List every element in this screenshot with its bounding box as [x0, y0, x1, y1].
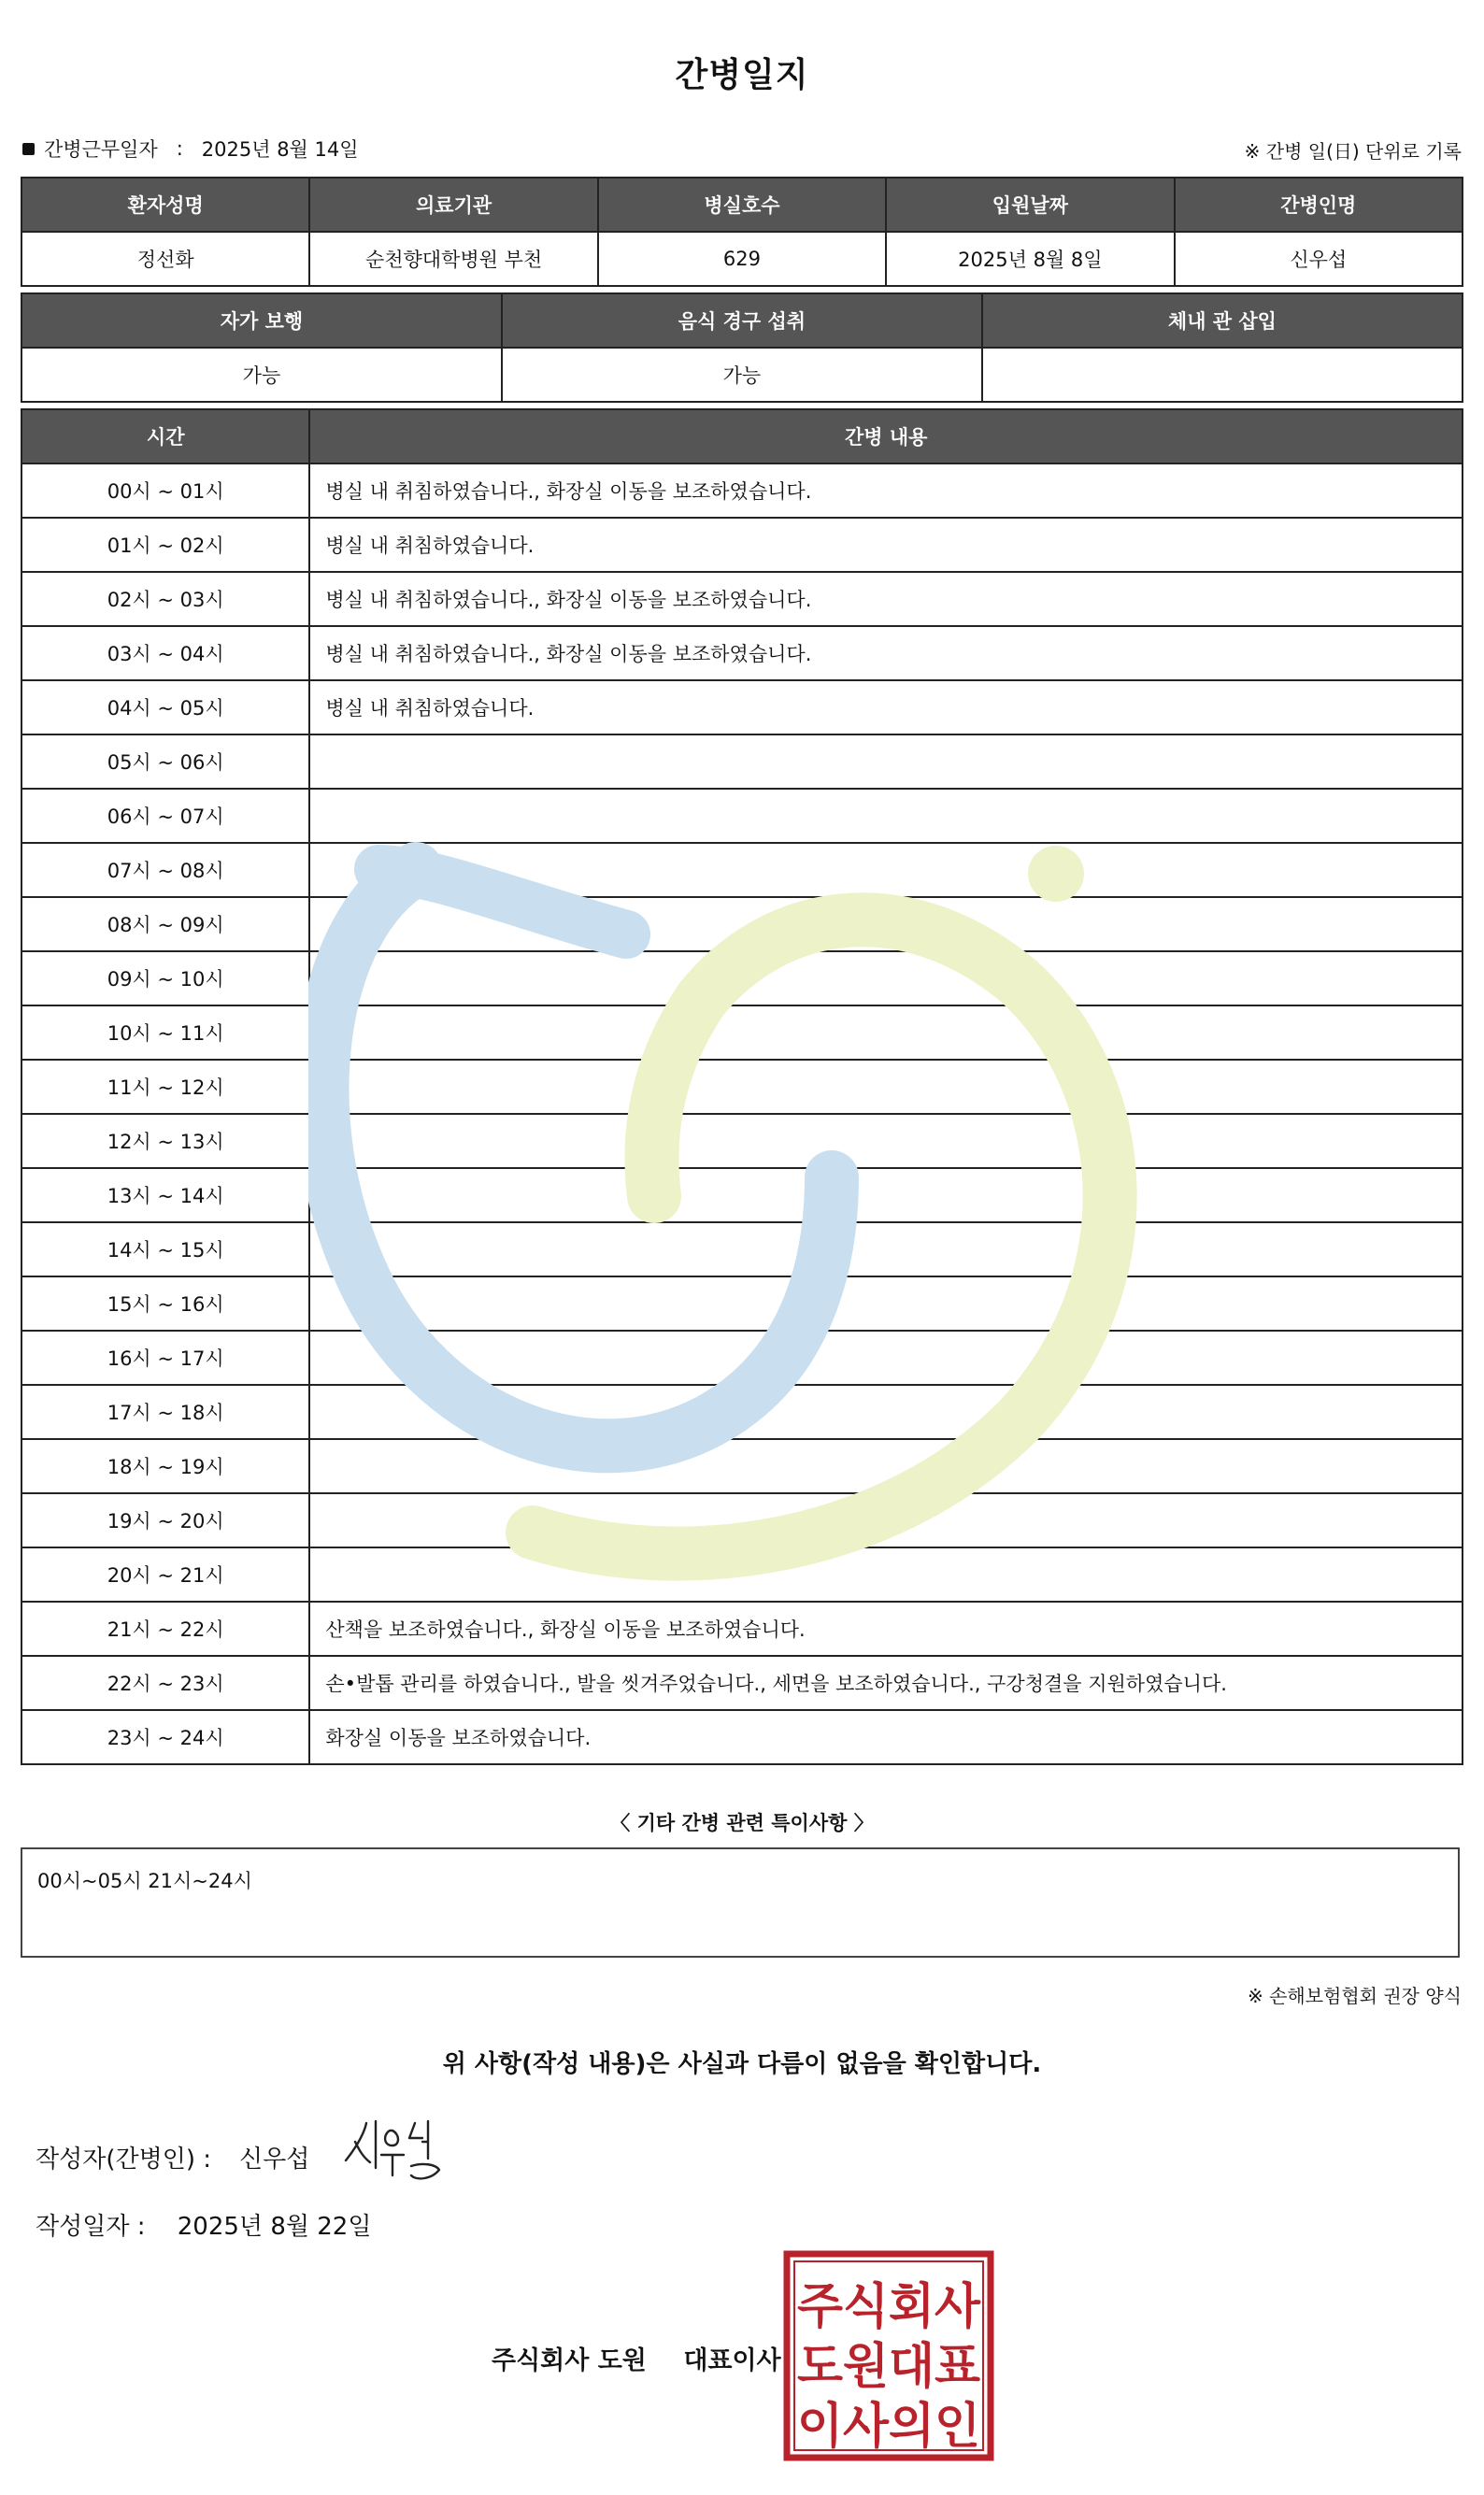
table-row: [21, 1060, 1463, 1114]
header-time: 시간: [21, 409, 309, 463]
self-walking-value: 가능: [21, 348, 502, 402]
table-row: [21, 1656, 1463, 1710]
form-footnote: ※ 손해보험협회 권장 양식: [1247, 1985, 1462, 2007]
header-hospital: 의료기관: [309, 178, 597, 232]
log-content: 병실 내 취침하였습니다., 화장실 이동을 보조하였습니다.: [309, 463, 1463, 518]
log-content: 병실 내 취침하였습니다., 화장실 이동을 보조하였습니다.: [309, 626, 1463, 680]
log-content: 화장실 이동을 보조하였습니다.: [309, 1710, 1463, 1764]
seal-line-2: 도원대표: [797, 2339, 980, 2395]
table-row: [21, 1710, 1463, 1764]
header-tube-insertion: 체내 관 삽입: [982, 293, 1463, 348]
table-row: [21, 1222, 1463, 1276]
writer-line: [36, 2140, 309, 2174]
table-row: [21, 463, 1463, 518]
log-time: 18시 ~ 19시: [21, 1439, 309, 1493]
table-row: [21, 1439, 1463, 1493]
table-row: [21, 843, 1463, 897]
seal-line-3: 이사의인: [797, 2399, 980, 2455]
log-content: [309, 1385, 1463, 1439]
table-row: [21, 1385, 1463, 1439]
patient-status-table: [21, 292, 1463, 403]
log-time: 01시 ~ 02시: [21, 518, 309, 572]
confirmation-statement: 위 사항(작성 내용)은 사실과 다름이 없음을 확인합니다.: [442, 2050, 1042, 2078]
log-time: 05시 ~ 06시: [21, 734, 309, 789]
table-row: [21, 1114, 1463, 1168]
square-bullet-icon: [22, 143, 35, 155]
log-time: 02시 ~ 03시: [21, 572, 309, 626]
header-admission-date: 입원날짜: [886, 178, 1174, 232]
log-time: 21시 ~ 22시: [21, 1602, 309, 1656]
log-content: [309, 1547, 1463, 1602]
patient-name: 정선화: [21, 232, 309, 286]
work-date-separator: :: [176, 137, 183, 160]
log-content: 산책을 보조하였습니다., 화장실 이동을 보조하였습니다.: [309, 1602, 1463, 1656]
log-time: 13시 ~ 14시: [21, 1168, 309, 1222]
table-row: [21, 1005, 1463, 1060]
log-content: [309, 1276, 1463, 1331]
log-time: 14시 ~ 15시: [21, 1222, 309, 1276]
written-date-line: [36, 2207, 371, 2242]
log-content: [309, 897, 1463, 951]
log-content: [309, 843, 1463, 897]
log-time: 00시 ~ 01시: [21, 463, 309, 518]
log-time: 23시 ~ 24시: [21, 1710, 309, 1764]
patient-info-table: [21, 177, 1463, 287]
written-date-value: 2025년 8월 22일: [177, 2213, 372, 2241]
log-content: 병실 내 취침하였습니다.: [309, 680, 1463, 734]
record-note: ※ 간병 일(日) 단위로 기록: [1244, 140, 1462, 163]
log-content: [309, 734, 1463, 789]
written-date-label: 작성일자 :: [36, 2213, 146, 2241]
writer-label: 작성자(간병인) :: [36, 2146, 212, 2174]
table-row: [21, 518, 1463, 572]
table-row: [21, 734, 1463, 789]
remarks-title: 〈 기타 간병 관련 특이사항 〉: [610, 1812, 874, 1834]
log-time: 07시 ~ 08시: [21, 843, 309, 897]
table-row: [21, 789, 1463, 843]
log-time: 19시 ~ 20시: [21, 1493, 309, 1547]
log-content: [309, 1493, 1463, 1547]
work-date-label: 간병근무일자: [44, 138, 158, 161]
log-time: 16시 ~ 17시: [21, 1331, 309, 1385]
log-content: 병실 내 취침하였습니다., 화장실 이동을 보조하였습니다.: [309, 572, 1463, 626]
admission-date: 2025년 8월 8일: [886, 232, 1174, 286]
log-time: 08시 ~ 09시: [21, 897, 309, 951]
caregiver-name: 신우섭: [1175, 232, 1463, 286]
log-content: [309, 1331, 1463, 1385]
log-time: 11시 ~ 12시: [21, 1060, 309, 1114]
writer-name: 신우섭: [239, 2146, 310, 2174]
table-row: [21, 897, 1463, 951]
log-content: 병실 내 취침하였습니다.: [309, 518, 1463, 572]
header-caregiver-name: 간병인명: [1175, 178, 1463, 232]
log-content: [309, 1222, 1463, 1276]
header-patient-name: 환자성명: [21, 178, 309, 232]
oral-intake-value: 가능: [502, 348, 982, 402]
table-row: [21, 680, 1463, 734]
log-time: 22시 ~ 23시: [21, 1656, 309, 1710]
header-self-walking: 자가 보행: [21, 293, 502, 348]
log-time: 04시 ~ 05시: [21, 680, 309, 734]
table-row: [21, 1493, 1463, 1547]
table-row: [21, 626, 1463, 680]
log-time: 12시 ~ 13시: [21, 1114, 309, 1168]
tube-insertion-value: [982, 348, 1463, 402]
seal-line-1: 주식회사: [797, 2279, 981, 2335]
hospital-name: 순천향대학병원 부천: [309, 232, 597, 286]
log-time: 20시 ~ 21시: [21, 1547, 309, 1602]
table-row: [21, 1602, 1463, 1656]
header-care-content: 간병 내용: [309, 409, 1463, 463]
log-time: 10시 ~ 11시: [21, 1005, 309, 1060]
handwritten-signature: [338, 2114, 450, 2188]
table-row: [21, 1168, 1463, 1222]
log-time: 03시 ~ 04시: [21, 626, 309, 680]
company-seal: [783, 2250, 994, 2461]
log-content: [309, 1168, 1463, 1222]
remarks-box: [21, 1847, 1460, 1958]
table-row: [21, 1276, 1463, 1331]
remarks-text: 00시~05시 21시~24시: [37, 1870, 252, 1892]
log-content: [309, 1114, 1463, 1168]
care-log-table: [21, 408, 1463, 1765]
company-signoff: [492, 2340, 781, 2376]
log-content: [309, 789, 1463, 843]
table-row: [21, 1547, 1463, 1602]
work-date: [22, 135, 359, 163]
document-title: 간병일지: [675, 56, 809, 94]
company-representative-title: 대표이사: [683, 2346, 781, 2375]
log-content: [309, 1005, 1463, 1060]
log-content: [309, 951, 1463, 1005]
log-time: 06시 ~ 07시: [21, 789, 309, 843]
table-row: [21, 572, 1463, 626]
log-time: 09시 ~ 10시: [21, 951, 309, 1005]
company-name: 주식회사 도원: [492, 2346, 647, 2375]
log-content: 손•발톱 관리를 하였습니다., 발을 씻겨주었습니다., 세면을 보조하였습니다., 구강청결을 지원하였습니다.: [309, 1656, 1463, 1710]
log-time: 17시 ~ 18시: [21, 1385, 309, 1439]
log-time: 15시 ~ 16시: [21, 1276, 309, 1331]
work-date-value: 2025년 8월 14일: [201, 138, 359, 161]
header-room-number: 병실호수: [598, 178, 886, 232]
table-row: [21, 1331, 1463, 1385]
log-content: [309, 1439, 1463, 1493]
room-number: 629: [598, 232, 886, 286]
log-content: [309, 1060, 1463, 1114]
table-row: [21, 951, 1463, 1005]
header-oral-intake: 음식 경구 섭취: [502, 293, 982, 348]
